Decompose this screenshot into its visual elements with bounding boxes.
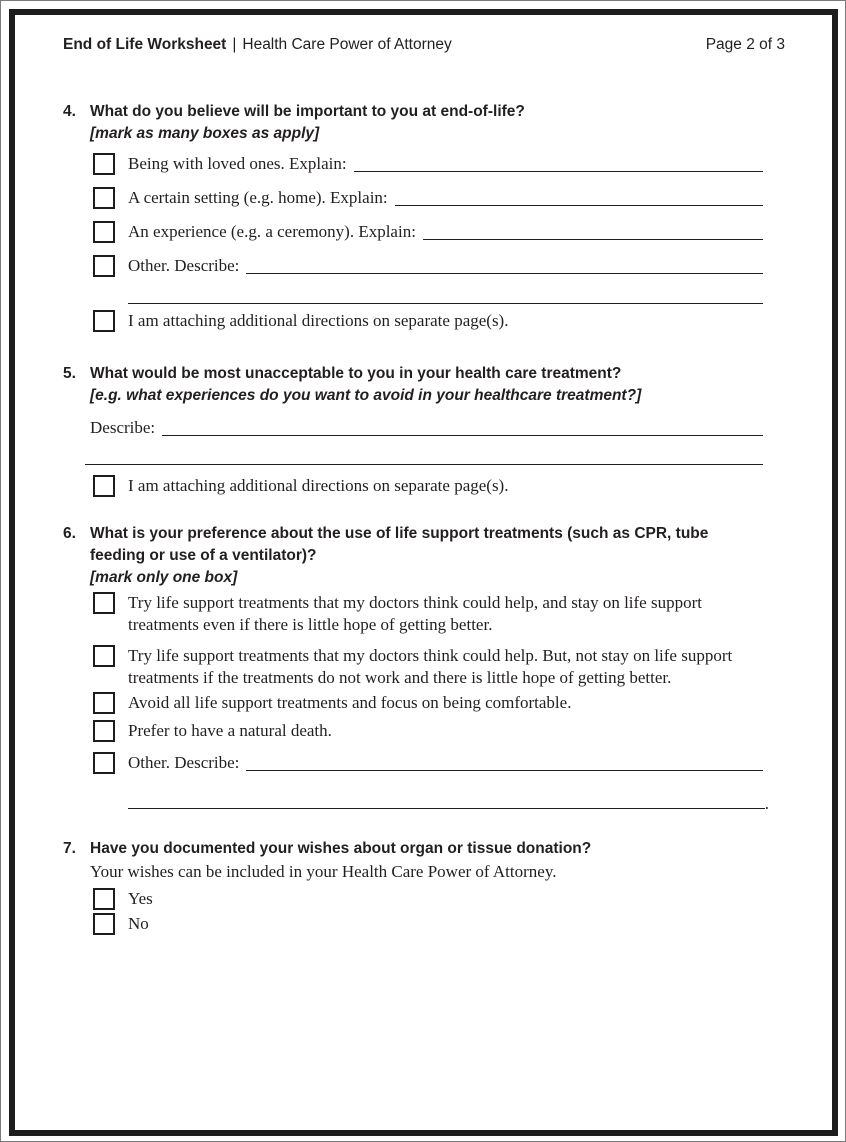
q6-option-2-checkbox[interactable] (93, 645, 115, 667)
q6-option-3-label: Avoid all life support treatments and focus on being comfortable. (128, 693, 572, 712)
q6-continuation-row (128, 794, 769, 813)
title-separator: | (232, 36, 237, 53)
q4-option-1-checkbox[interactable] (93, 153, 115, 175)
q6-option-5-checkbox[interactable] (93, 752, 115, 774)
q6-option-1-checkbox[interactable] (93, 592, 115, 614)
q4-option-row-other (93, 255, 763, 277)
worksheet-title-rest: Health Care Power of Attorney (242, 36, 452, 53)
q6-option-row-not-stay-on-support (93, 645, 763, 689)
q5-attachment-row (93, 475, 763, 497)
q6-option-row-stay-on-support (93, 592, 763, 636)
q5-attachment-label: I am attaching additional directions on separate page(s). (128, 476, 509, 495)
question-4 (63, 101, 785, 145)
q4-option-2-checkbox[interactable] (93, 187, 115, 209)
question-6-text: What is your preference about the use of life support treatments (such as CPR, tube feeding or use of a ventilator)? (90, 525, 709, 564)
q6-trailing-period: . (764, 794, 769, 813)
q6-option-5-label: Other. Describe: (128, 753, 240, 772)
q6-option-row-other (93, 752, 763, 774)
question-5-text: What would be most unacceptable to you in your health care treatment? (90, 365, 622, 382)
q4-option-4-describe-line[interactable] (246, 255, 763, 274)
q4-option-2-explain-line[interactable] (395, 187, 763, 206)
q4-continuation-line[interactable] (128, 303, 763, 304)
page-indicator: Page 2 of 3 (705, 36, 785, 53)
worksheet-title-bold: End of Life Worksheet (63, 36, 227, 53)
q6-continuation-line[interactable] (128, 808, 765, 809)
question-7 (63, 838, 785, 860)
q6-option-row-avoid-support (93, 692, 763, 714)
q4-option-row-loved-ones (93, 153, 763, 175)
q4-option-1-label: Being with loved ones. Explain: (128, 154, 347, 173)
q4-attachment-label: I am attaching additional directions on separate page(s). (128, 311, 509, 330)
worksheet-title (63, 35, 452, 54)
q5-continuation-line[interactable] (85, 464, 763, 465)
question-5 (63, 363, 785, 407)
q4-attachment-checkbox[interactable] (93, 310, 115, 332)
q7-yes-checkbox[interactable] (93, 888, 115, 910)
q5-describe-label: Describe: (90, 418, 156, 437)
question-5-hint: [e.g. what experiences do you want to avoid in your healthcare treatment?] (90, 387, 642, 404)
question-6 (63, 523, 785, 589)
q6-option-3-checkbox[interactable] (93, 692, 115, 714)
q5-describe-line[interactable] (162, 417, 763, 436)
q5-describe-row (90, 417, 763, 439)
question-4-number: 4. (63, 103, 76, 120)
q7-option-row-yes (93, 888, 763, 910)
question-7-text: Have you documented your wishes about organ or tissue donation? (90, 840, 592, 857)
q6-option-4-label: Prefer to have a natural death. (128, 721, 332, 740)
q6-option-4-checkbox[interactable] (93, 720, 115, 742)
worksheet-page (63, 0, 785, 935)
q4-option-4-checkbox[interactable] (93, 255, 115, 277)
q4-attachment-row (93, 310, 763, 332)
q6-option-2-label: Try life support treatments that my doctors think could help. But, not stay on life support treatments if the treatments do not work and there is little hope of getting better. (128, 646, 733, 687)
q5-attachment-checkbox[interactable] (93, 475, 115, 497)
question-6-hint: [mark only one box] (90, 569, 238, 586)
q4-option-row-experience (93, 221, 763, 243)
q4-option-4-label: Other. Describe: (128, 256, 240, 275)
q7-no-label: No (128, 914, 149, 933)
q4-option-row-setting (93, 187, 763, 209)
q4-option-3-checkbox[interactable] (93, 221, 115, 243)
page-header (63, 35, 785, 54)
q6-option-1-label: Try life support treatments that my doctors think could help, and stay on life support treatments even if there is little hope of getting better. (128, 593, 702, 634)
q4-option-3-label: An experience (e.g. a ceremony). Explain: (128, 222, 416, 241)
question-6-options (63, 592, 785, 774)
q4-option-2-label: A certain setting (e.g. home). Explain: (128, 188, 388, 207)
q7-no-checkbox[interactable] (93, 913, 115, 935)
question-4-options (63, 153, 785, 277)
question-5-number: 5. (63, 365, 76, 382)
question-7-subtext: Your wishes can be included in your Health Care Power of Attorney. (90, 862, 557, 881)
q6-option-5-describe-line[interactable] (246, 752, 763, 771)
question-6-number: 6. (63, 525, 76, 542)
question-7-number: 7. (63, 840, 76, 857)
q4-option-3-explain-line[interactable] (423, 221, 763, 240)
question-4-text: What do you believe will be important to you at end-of-life? (90, 103, 525, 120)
q7-option-row-no (93, 913, 763, 935)
question-4-hint: [mark as many boxes as apply] (90, 125, 320, 142)
q6-option-row-natural-death (93, 720, 763, 742)
q7-yes-label: Yes (128, 889, 153, 908)
q4-option-1-explain-line[interactable] (354, 153, 763, 172)
